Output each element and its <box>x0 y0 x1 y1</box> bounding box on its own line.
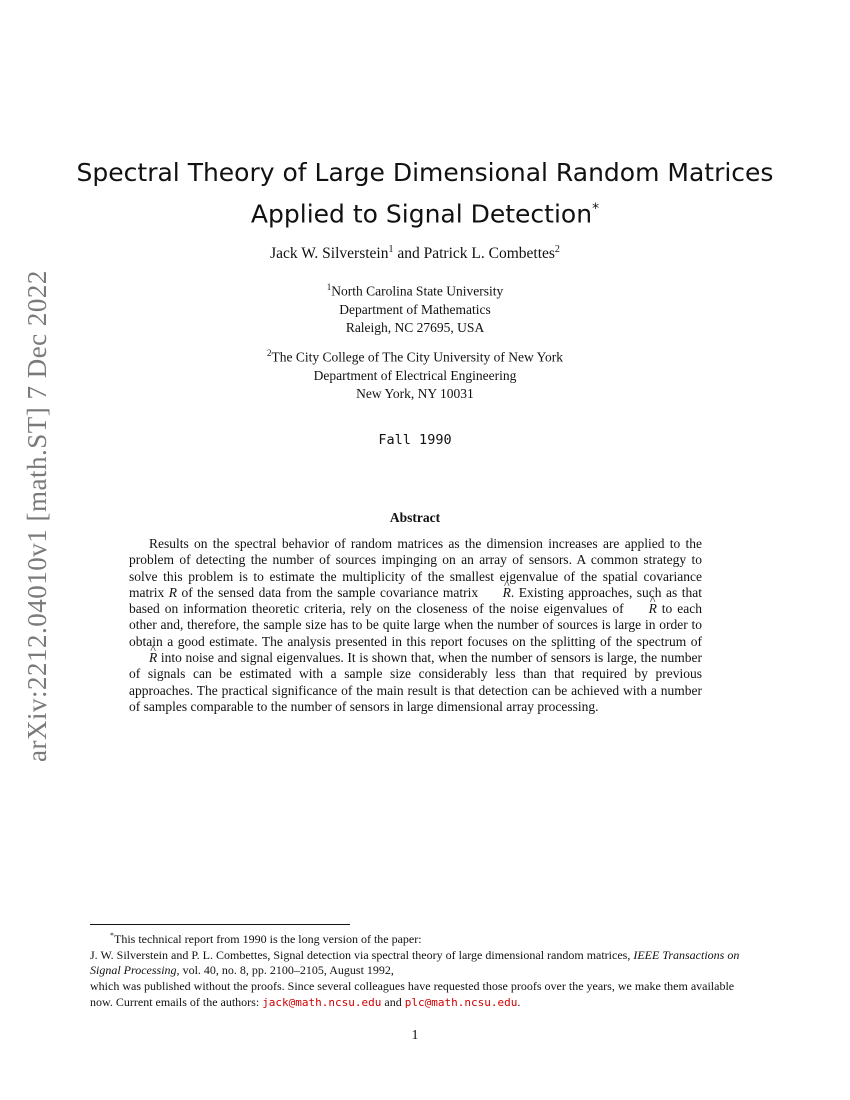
affiliation-1-address: Raleigh, NC 27695, USA <box>345 319 485 335</box>
footnote-citation-details: vol. 40, no. 8, pp. 2100–2105, August 1992, <box>179 963 394 978</box>
symbol-R-hat: ^ R <box>629 601 657 617</box>
author-connector: and <box>393 245 424 263</box>
author-2-mark: 2 <box>554 244 560 255</box>
author-1: Jack W. Silverstein <box>270 245 389 263</box>
symbol-R-hat: ^ R <box>483 585 511 601</box>
footnote-and: and <box>381 994 405 1009</box>
footnote-end: . <box>517 994 521 1009</box>
email-link-1[interactable]: jack@math.ncsu.edu <box>262 995 382 1009</box>
abstract-text-5: into noise and signal eigenvalues. It is shown that, when the number of sensors is large, the number of signals can be estimated with a sample size considerably less than that required by previous approaches. The practical significance of the main result is that detection can be achieved with a number of samples comparable to the number of sensors in large dimensional array processing. <box>129 650 702 714</box>
affiliation-1-department: Department of Mathematics <box>339 301 491 317</box>
paper-title <box>60 155 790 232</box>
title-line-2 <box>60 191 790 232</box>
report-date: Fall 1990 <box>378 432 452 448</box>
footnote-divider <box>90 924 350 925</box>
affiliation-2-line-1 <box>150 344 680 367</box>
footnote-line-1 <box>90 928 742 948</box>
abstract-text-4: to each other and, therefore, the sample size has to be quite large when the number of sources is large in order to obtain a good estimate. The analysis presented in this report focuses on the splitting of the spectrum of <box>129 601 702 649</box>
page-number: 1 <box>411 1028 419 1043</box>
author-list <box>100 244 730 263</box>
title-line-1: Spectral Theory of Large Dimensional Random Matrices <box>76 158 774 187</box>
abstract-text-3: . Existing approaches, such as that based on information theoretic criteria, rely on the closeness of the noise eigenvalues of <box>129 584 702 617</box>
affiliation-1-mark: 1 <box>326 282 332 292</box>
affiliation-1 <box>150 278 680 337</box>
footnote-citation <box>90 948 742 979</box>
abstract-body <box>129 536 702 715</box>
affiliation-2-university: The City College of The City University of New York <box>271 349 563 365</box>
title-footnote-mark: * <box>592 201 600 217</box>
affiliation-2-department: Department of Electrical Engineering <box>313 367 517 383</box>
title-line-2-text: Applied to Signal Detection <box>250 199 593 229</box>
affiliation-2-address: New York, NY 10031 <box>356 385 474 401</box>
abstract-text-1: Results on the spectral behavior of random matrices as the dimension increases are applied to the problem of detecting the number of sources impinging on an array of sensors. A common strategy to solve this problem is to estimate the multiplicity of the smallest eigenvalue of the spatial covariance matrix <box>129 536 702 600</box>
footnote-citation-text: J. W. Silverstein and P. L. Combettes, Signal detection via spectral theory of large dimensional random matrices, <box>90 947 634 962</box>
email-link-2[interactable]: plc@math.ncsu.edu <box>404 995 518 1009</box>
affiliation-1-line-1 <box>150 278 680 301</box>
author-2: Patrick L. Combettes <box>423 245 555 263</box>
abstract-heading: Abstract <box>389 510 441 525</box>
arxiv-identifier: arXiv:2212.04010v1 [math.ST] 7 Dec 2022 <box>22 270 52 762</box>
footnote-text-3: which was published without the proofs. Since several colleagues have requested those proofs over the years, we make them available now. Current emails of the authors: <box>90 979 735 1009</box>
author-1-mark: 1 <box>388 244 394 255</box>
footnote-journal: IEEE Transactions on Signal Processing, <box>90 947 740 978</box>
symbol-R: R <box>168 584 177 600</box>
affiliation-2 <box>150 344 680 403</box>
affiliation-2-mark: 2 <box>267 348 272 358</box>
footnote-text-1: This technical report from 1990 is the long version of the paper: <box>114 932 422 946</box>
symbol-R-hat: ^ R <box>129 650 157 666</box>
affiliation-1-university: North Carolina State University <box>331 283 504 299</box>
footnote <box>90 928 742 1011</box>
footnote-line-3 <box>90 979 742 1010</box>
abstract-text-2: of the sensed data from the sample covariance matrix <box>176 584 483 600</box>
footnote-mark: * <box>110 931 114 940</box>
